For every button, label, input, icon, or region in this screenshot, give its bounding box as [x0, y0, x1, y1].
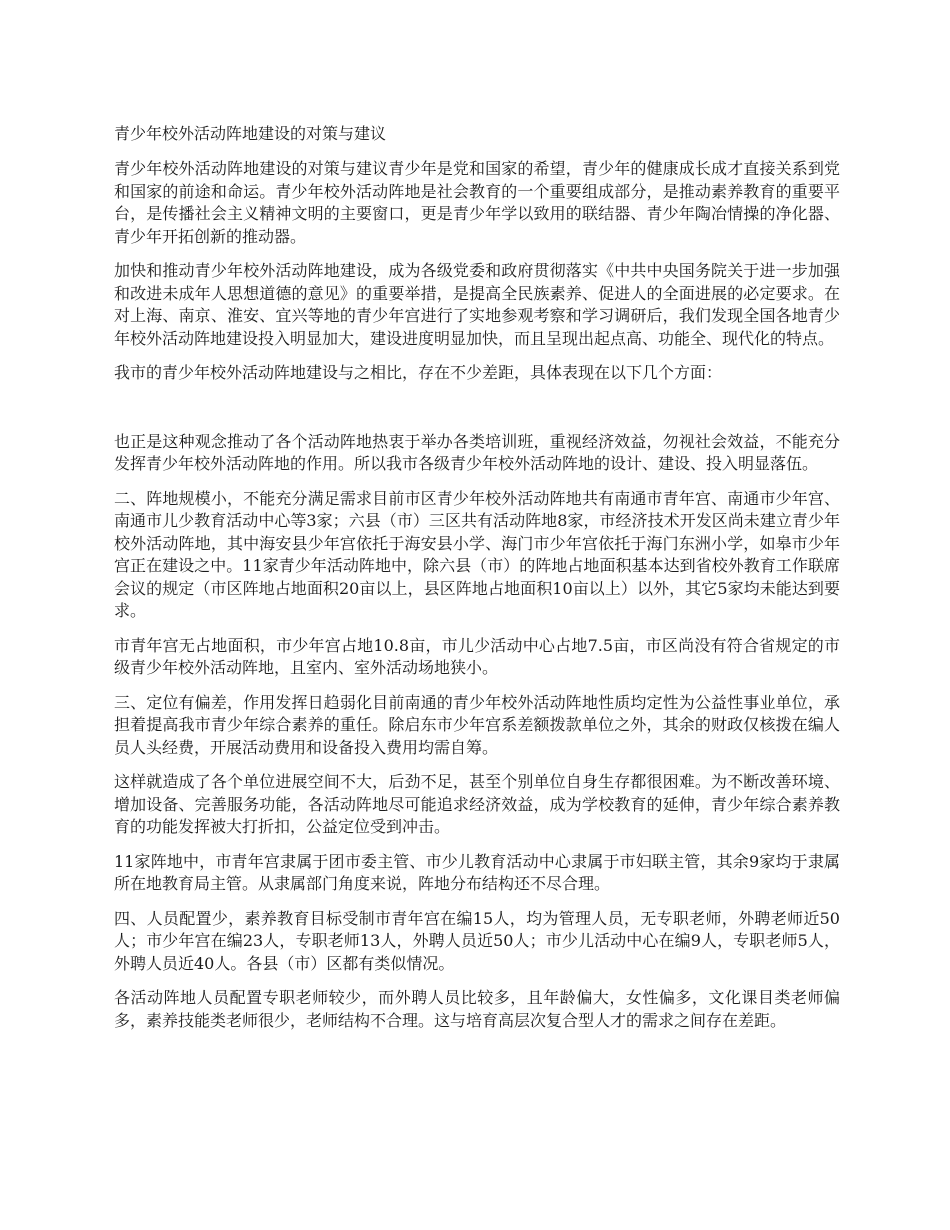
paragraph-intro: 青少年校外活动阵地建设的对策与建议青少年是党和国家的希望，青少年的健康成长成才直接关系到党和国家的前途和命运。青少年校外活动阵地是社会教育的一个重要组成部分，是推动素养教育的重要平台，是传播社会主义精神文明的主要窗口，更是青少年学以致用的联结器、青少年陶冶情操的净化器、青少年开拓创新的推动器。	[114, 159, 840, 246]
paragraph-gap-lead: 我市的青少年校外活动阵地建设与之相比，存在不少差距，具体表现在以下几个方面：	[114, 363, 723, 382]
document-title: 青少年校外活动阵地建设的对策与建议	[114, 124, 387, 143]
paragraph-concept: 也正是这种观念推动了各个活动阵地热衷于举办各类培训班，重视经济效益，勿视社会效益，不能充分发挥青少年校外活动阵地的作用。所以我市各级青少年校外活动阵地的设计、建设、投入明显落伍。	[114, 431, 840, 473]
blank-space	[114, 397, 840, 431]
paragraph-progress: 加快和推动青少年校外活动阵地建设，成为各级党委和政府贯彻落实《中共中央国务院关于进一步加强和改进未成年人思想道德的意见》的重要举措，是提高全民族素养、促进人的全面进展的必定要求。在对上海、南京、淮安、宜兴等地的青少年宫进行了实地参观考察和学习调研后，我们发现全国各地青少年校外活动阵地建设投入明显加大，建设进度明显加快，而且呈现出起点高、功能全、现代化的特点。	[114, 261, 840, 348]
paragraph-staffing: 四、人员配置少，素养教育目标受制市青年宫在编15人，均为管理人员，无专职老师，外聘老师近50人；市少年宫在编23人，专职老师13人，外聘人员近50人；市少儿活动中心在编9人，专职老师5人，外聘人员近40人。各县（市）区都有类似情况。	[114, 908, 840, 973]
paragraph-development: 这样就造成了各个单位进展空间不大，后劲不足，甚至个别单位自身生存都很困难。为不断改善环境、增加设备、完善服务功能，各活动阵地尽可能追求经济效益，成为学校教育的延伸，青少年综合素养教育的功能发挥被大打折扣，公益定位受到冲击。	[114, 772, 840, 836]
paragraph-scale: 二、阵地规模小，不能充分满足需求目前市区青少年校外活动阵地共有南通市青年宫、南通市少年宫、南通市儿少教育活动中心等3家；六县（市）三区共有活动阵地8家，市经济技术开发区尚未建立青少年校外活动阵地，其中海安县少年宫依托于海安县小学、海门市少年宫依托于海门东洲小学，如皋市少年宫正在建设之中。11家青少年活动阵地中，除六县（市）的阵地占地面积基本达到省校外教育工作联席会议的规定（市区阵地占地面积20亩以上，县区阵地占地面积10亩以上）以外，其它5家均未能达到要求。	[114, 488, 840, 620]
paragraph-staff-structure: 各活动阵地人员配置专职老师较少，而外聘人员比较多，且年龄偏大，女性偏多，文化课目类老师偏多，素养技能类老师很少，老师结构不合理。这与培育高层次复合型人才的需求之间存在差距。	[114, 988, 840, 1030]
paragraph-area: 市青年宫无占地面积，市少年宫占地10.8亩，市儿少活动中心占地7.5亩，市区尚没有符合省规定的市级青少年校外活动阵地，且室内、室外活动场地狭小。	[114, 635, 840, 677]
paragraph-positioning: 三、定位有偏差，作用发挥日趋弱化目前南通的青少年校外活动阵地性质均定性为公益性事业单位，承担着提高我市青少年综合素养的重任。除启东市少年宫系差额拨款单位之外，其余的财政仅核拨在编人员人头经费，开展活动费用和设备投入费用均需自筹。	[114, 692, 840, 757]
paragraph-affiliation: 11家阵地中，市青年宫隶属于团市委主管、市少儿教育活动中心隶属于市妇联主管，其余9家均于隶属所在地教育局主管。从隶属部门角度来说，阵地分布结构还不尽合理。	[114, 851, 840, 893]
document-page	[114, 122, 840, 1044]
